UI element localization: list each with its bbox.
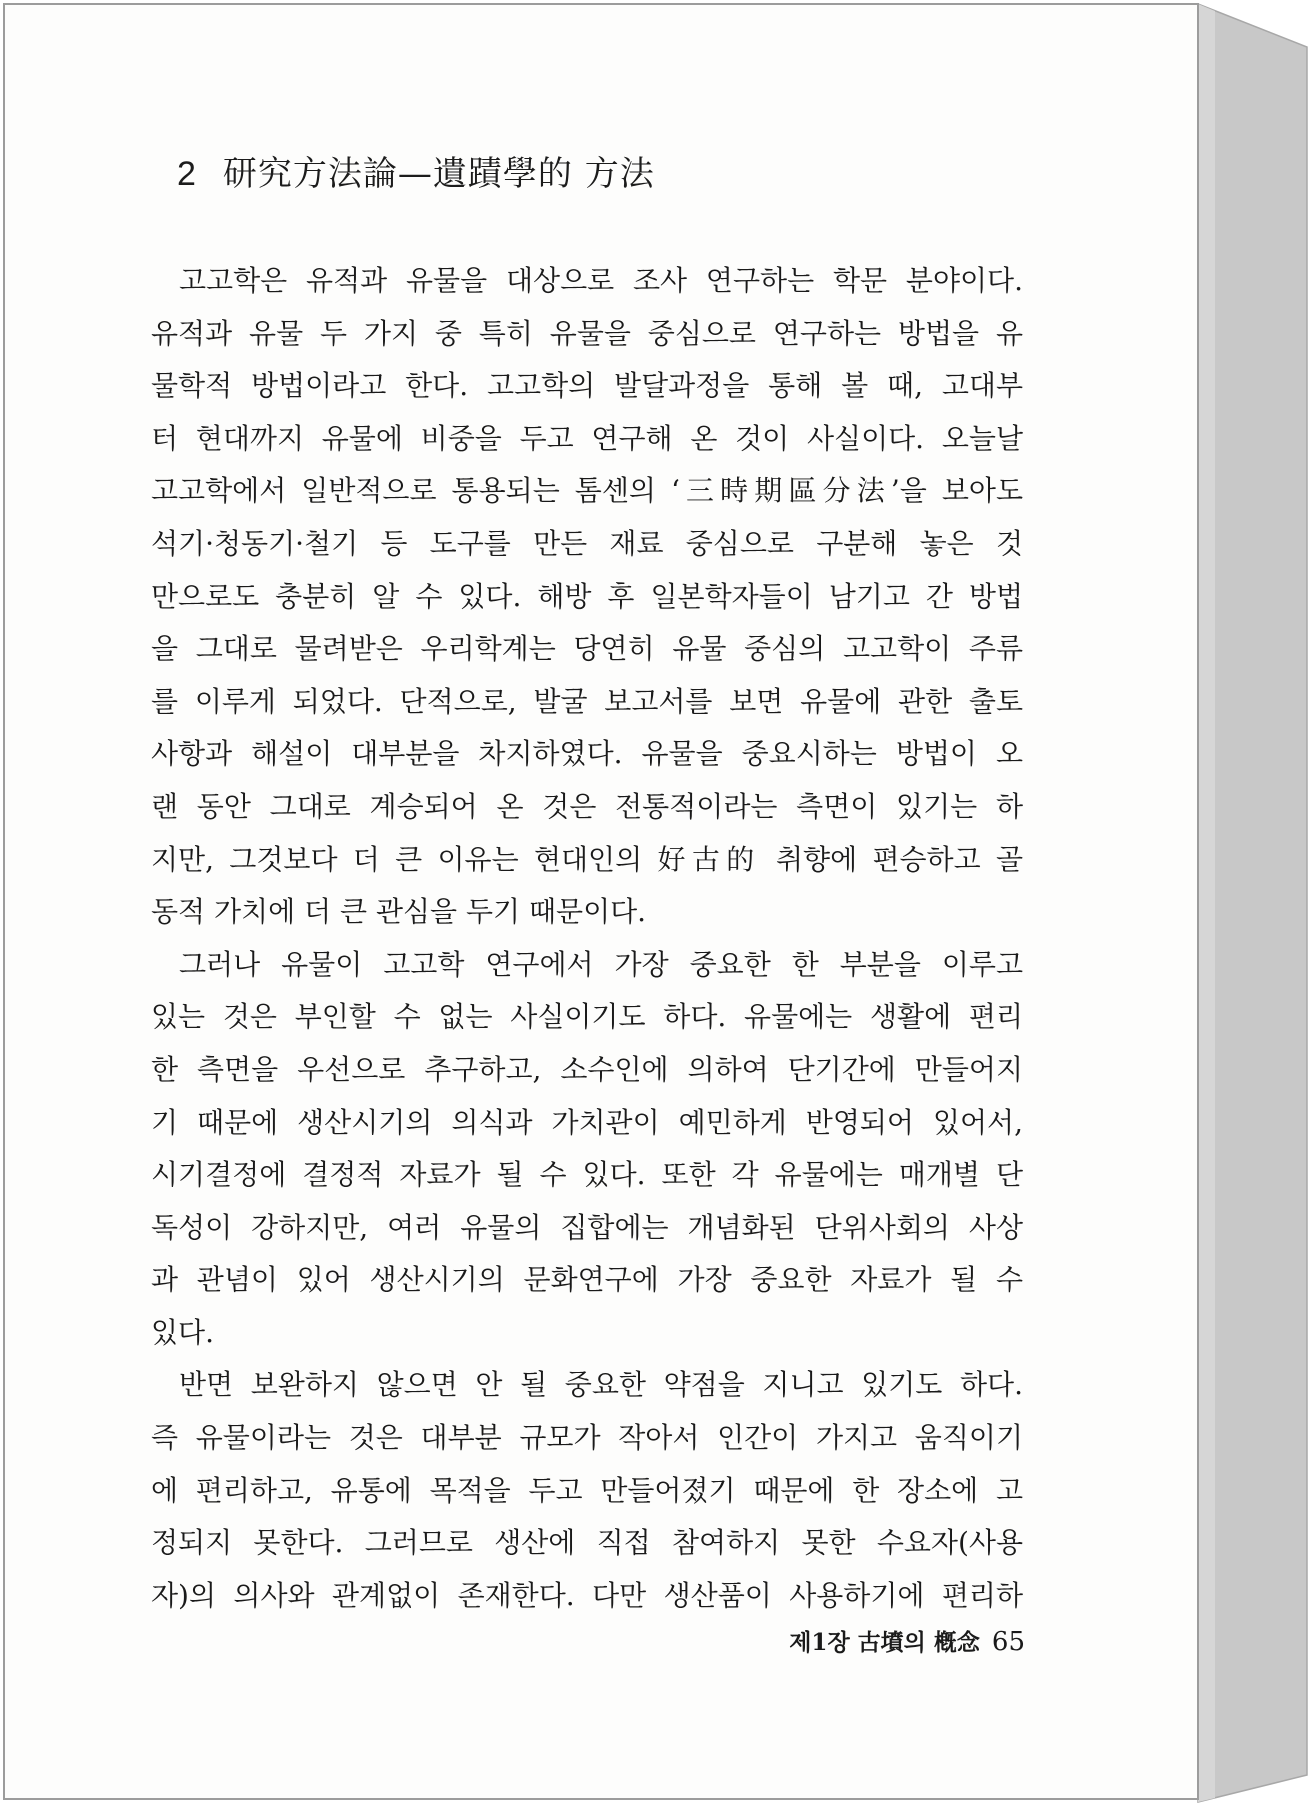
text-line: 랜 동안 그대로 계승되어 온 것은 전통적이라는 측면이 있기는 하 xyxy=(151,789,1023,823)
text-line: 한 측면을 우선으로 추구하고, 소수인에 의하여 단기간에 만들어지 xyxy=(151,1052,1023,1086)
text-line: 석기·청동기·철기 등 도구를 만든 재료 중심으로 구분해 놓은 것 xyxy=(151,526,1023,560)
text-line: 자)의 의사와 관계없이 존재한다. 다만 생산품이 사용하기에 편리하 xyxy=(151,1578,1023,1612)
page-number: 65 xyxy=(991,1627,1025,1657)
text-line: 를 이루게 되었다. 단적으로, 발굴 보고서를 보면 유물에 관한 출토 xyxy=(151,684,1023,718)
text-line: 동적 가치에 더 큰 관심을 두기 때문이다. xyxy=(151,895,647,929)
text-line: 유적과 유물 두 가지 중 특히 유물을 중심으로 연구하는 방법을 유 xyxy=(151,316,1023,350)
text-line: 만으로도 충분히 알 수 있다. 해방 후 일본학자들이 남기고 간 방법 xyxy=(151,579,1023,613)
page-footer xyxy=(700,1624,1025,1657)
text-line: 터 현대까지 유물에 비중을 두고 연구해 온 것이 사실이다. 오늘날 xyxy=(151,421,1023,455)
text-line: 시기결정에 결정적 자료가 될 수 있다. 또한 각 유물에는 매개별 단 xyxy=(151,1158,1023,1192)
text-line: 사항과 해설이 대부분을 차지하였다. 유물을 중요시하는 방법이 오 xyxy=(151,737,1023,771)
text-line: 고고학은 유적과 유물을 대상으로 조사 연구하는 학문 분야이다. xyxy=(179,264,1023,297)
text-line: 과 관념이 있어 생산시기의 문화연구에 가장 중요한 자료가 될 수 xyxy=(151,1263,1023,1297)
text-line: 고고학에서 일반적으로 통용되는 톰센의 ‘三時期區分法’을 보아도 xyxy=(151,474,1023,508)
running-footer-chapter: 제1장 古墳의 槪念 xyxy=(789,1629,980,1656)
text-line: 반면 보완하지 않으면 안 될 중요한 약점을 지니고 있기도 하다. xyxy=(179,1368,1023,1402)
text-line: 있다. xyxy=(151,1315,214,1349)
text-line: 을 그대로 물려받은 우리학계는 당연히 유물 중심의 고고학이 주류 xyxy=(151,632,1023,666)
text-line: 에 편리하고, 유통에 목적을 두고 만들어졌기 때문에 한 장소에 고 xyxy=(151,1473,1023,1507)
text-line: 지만, 그것보다 더 큰 이유는 현대인의 好古的 취향에 편승하고 골 xyxy=(151,842,1023,876)
text-line: 그러나 유물이 고고학 연구에서 가장 중요한 한 부분을 이루고 xyxy=(179,947,1023,981)
body-text xyxy=(151,255,1023,1622)
text-line: 즉 유물이라는 것은 대부분 규모가 작아서 인간이 가지고 움직이기 xyxy=(151,1421,1023,1455)
section-title: 研究方法論—遺蹟學的 方法 xyxy=(222,154,655,194)
book-side-highlight xyxy=(1198,4,1215,1802)
text-line: 기 때문에 생산시기의 의식과 가치관이 예민하게 반영되어 있어서, xyxy=(151,1105,1023,1139)
text-line: 있는 것은 부인할 수 없는 사실이기도 하다. 유물에는 생활에 편리 xyxy=(151,1000,1023,1034)
section-heading xyxy=(177,146,655,195)
text-line: 물학적 방법이라고 한다. 고고학의 발달과정을 통해 볼 때, 고대부 xyxy=(151,369,1023,403)
section-number: 2 xyxy=(177,155,197,193)
text-line: 정되지 못한다. 그러므로 생산에 직접 참여하지 못한 수요자(사용 xyxy=(151,1526,1023,1560)
text-line: 독성이 강하지만, 여러 유물의 집합에는 개념화된 단위사회의 사상 xyxy=(151,1210,1023,1244)
